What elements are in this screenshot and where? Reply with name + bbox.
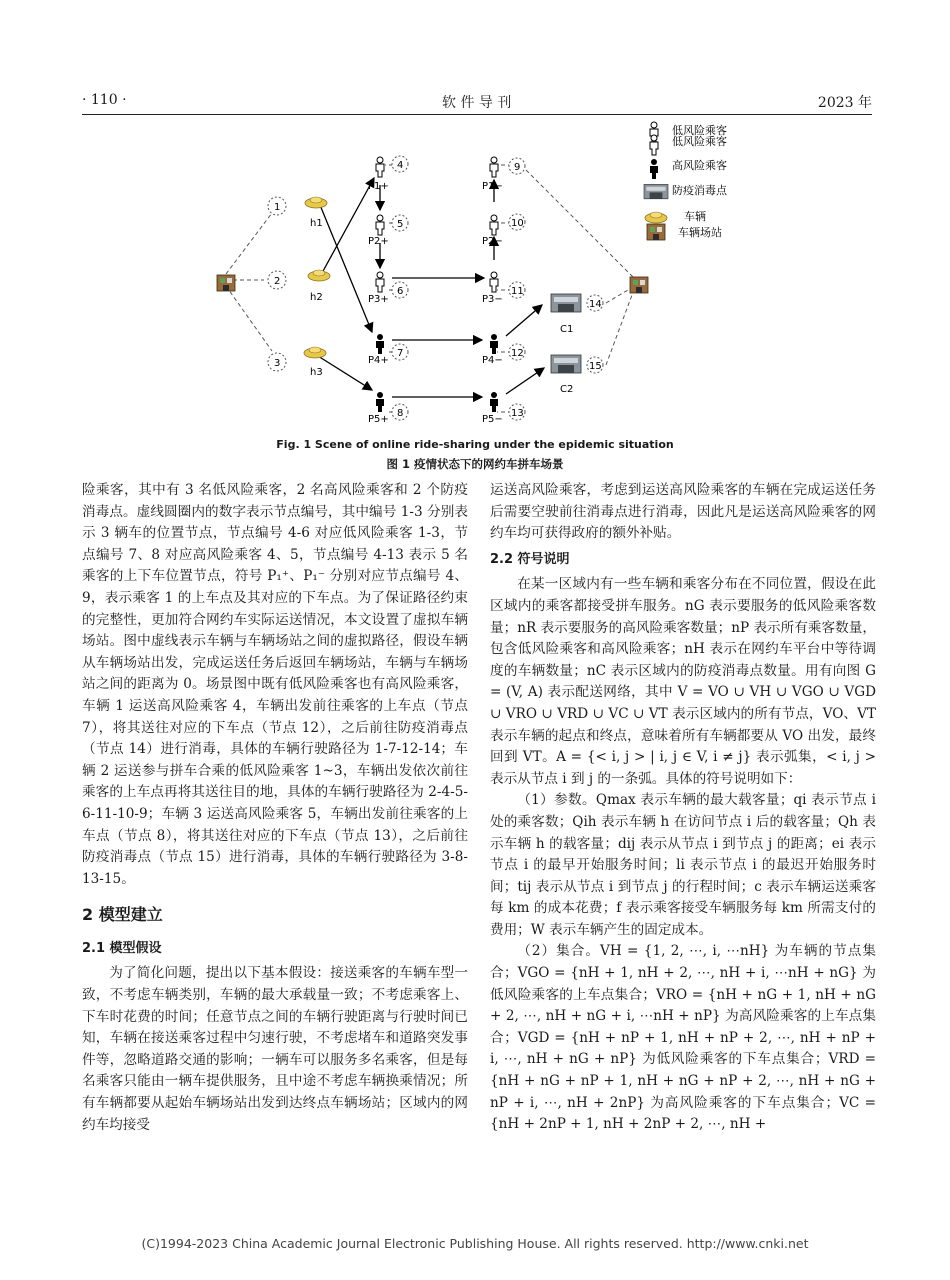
node-2-label: 2 — [274, 276, 281, 287]
legend-high-risk-icon — [650, 159, 658, 179]
node-13-label: 13 — [511, 408, 524, 419]
section-2-heading: 2 模型建立 — [82, 905, 163, 925]
vehicle-h2-label: h2 — [310, 292, 323, 303]
site-c1-label: C1 — [560, 324, 574, 335]
legend-low-risk-text: 低风险乘客 — [672, 135, 727, 148]
figure-caption-en: Fig. 1 Scene of online ride-sharing under the epidemic situation — [276, 438, 674, 451]
legend-panel — [644, 122, 784, 232]
node-11-label: 11 — [511, 286, 524, 297]
node-9-label: 9 — [514, 162, 521, 173]
label-p1-plus: P1+ — [368, 181, 389, 192]
legend-high-risk-text: 高风险乘客 — [672, 159, 727, 172]
node-number-circles — [392, 156, 603, 420]
right-paragraph-4: （2）集合。VH = {1, 2, ⋯, i, ⋯nH} 为车辆的节点集合；VGO = {nH + 1, nH + 2, ⋯, nH + i, ⋯nH + nG} 为低风险乘客的上车点集合；VRO = {nH + nG + 1, nH + nG + 2, ⋯, nH + nG + i, ⋯nH + nP} 为高风险乘客的上车点集合；VGD = {nH + nP + 1, nH + nP + 2, ⋯, nH + nP + i, ⋯, nH + nG + nP} 为低风险乘客的下车点集合；VRD = {nH + nG + nP + 1, nH + nG + nP + 2, ⋯, nH + nG + nP + i, ⋯, nH + 2nP} 为高风险乘客的下车点集合；VC = {nH + 2nP + 1, nH + 2nP + 2, ⋯, nH + — [490, 943, 876, 1133]
node-12-label: 12 — [511, 348, 524, 359]
journal-name: 软 件 导 刊 — [442, 95, 512, 111]
passenger-p1-pickup-icon — [376, 157, 384, 177]
left-paragraph-1: 险乘客，其中有 3 名低风险乘客，2 名高风险乘客和 2 个防疫消毒点。虚线圆圈内的数字表示节点编号，其中编号 1-3 分别表示 3 辆车的位置节点，节点编号 4-6 对应低风险乘客 1-3，节点编号 7、8 对应高风险乘客 4、5，节点编号 4-13 表示 5 名乘客的上下车位置节点，符号 P₁⁺、P₁⁻ 分别对应节点编号 4、9，表示乘客 1 的上车点及其对应的下车点。为了保证路径约束的完整性，更加符合网约车实际运送情况，本文设置了虚拟车辆场站。图中虚线表示车辆与车辆场站之间的虚拟路径，假设车辆从车辆场站出发，完成运送任务后返回车辆场站，车辆与车辆场站之间的距离为 0。场景图中既有低风险乘客也有高风险乘客，车辆 1 运送高风险乘客 4，车辆出发前往乘客的上车点（节点 7），将其送往对应的下车点（节点 12），之后前往防疫消毒点（节点 14）进行消毒，具体的车辆行驶路径为 1-7-12-14；车辆 2 运送参与拼车合乘的低风险乘客 1~3，车辆出发依次前往乘客的上车点再将其送往目的地，具体的车辆行驶路径为 2-4-5-6-11-10-9；车辆 3 运送高风险乘客 5，车辆出发前往乘客的上车点（节点 8），将其送往对应的下车点（节点 13），之后前往防疫消毒点（节点 15）进行消毒，具体的车辆行驶路径为 3-8-13-15。 — [82, 482, 468, 887]
page-header — [82, 90, 872, 115]
journal-year: 2023 年 — [817, 95, 872, 111]
site-c2-label: C2 — [560, 384, 574, 395]
label-p4-minus: P4− — [482, 355, 503, 366]
node-15-label: 15 — [589, 361, 602, 372]
passenger-p4-dropoff-icon — [490, 334, 498, 354]
right-paragraph-2: 在某一区域内有一些车辆和乘客分布在不同位置，假设在此区域内的乘客都接受拼车服务。nG 表示要服务的低风险乘客数量；nR 表示要服务的高风险乘客数量；nP 表示所有乘客数量，包含低风险乘客和高风险乘客；nH 表示在网约车平台中等待调度的车辆数量；nC 表示区域内的防疫消毒点数量。用有向图 G = (V, A) 表示配送网络，其中 V = VO ∪ VH ∪ VGO ∪ VGD ∪ VRO ∪ VRD ∪ VC ∪ VT 表示区域内的所有节点，VO、VT 表示车辆的起点和终点，意味着所有车辆都要从 VO 出发，最终回到 VT。A = {< i, j > | i, j ∈ V, i ≠ j} 表示弧集，< i, j > 表示从节点 i 到 j 的一条弧。具体的符号说明如下： — [490, 576, 876, 787]
passenger-labels — [368, 181, 503, 425]
vehicle-position-nodes — [268, 197, 286, 371]
node-number-labels — [397, 160, 602, 419]
label-p3-plus: P3+ — [368, 294, 389, 305]
left-paragraph-2: 为了简化问题，提出以下基本假设：接送乘客的车辆车型一致，不考虑车辆类别，车辆的最大承载量一致；不考虑乘客上、下车时花费的时间；任意节点之间的车辆行驶距离与行驶时间已知，车辆在接送乘客过程中匀速行驶，不考虑堵车和道路突发事件等，忽略道路交通的影响；一辆车可以服务多名乘客，但是每名乘客只能由一辆车提供服务，且中途不考虑车辆换乘情况；所有车辆都要从起始车辆场站出发到达终点车辆场站；区域内的网约车均接受 — [82, 965, 468, 1133]
copyright-footer: (C)1994-2023 China Academic Journal Electronic Publishing House. All rights reserved. http://www.cnki.net — [141, 1236, 809, 1251]
left-column — [82, 480, 468, 1136]
passenger-p5-dropoff-icon — [490, 392, 498, 412]
label-p1-minus: P1− — [482, 181, 503, 192]
node-8-label: 8 — [397, 408, 404, 419]
right-paragraph-1: 运送高风险乘客，考虑到运送高风险乘客的车辆在完成运送任务后需要空驶前往消毒点进行消毒，因此凡是运送高风险乘客的网约车均可获得政府的额外补贴。 — [490, 482, 876, 542]
label-p4-plus: P4+ — [368, 355, 389, 366]
vehicle-h3-label: h3 — [310, 367, 323, 378]
vehicle-h2-icon — [308, 270, 330, 281]
node-10-label: 10 — [511, 218, 524, 229]
passenger-p2-pickup-icon — [376, 215, 384, 235]
legend-vehicle-text: 车辆 — [684, 210, 706, 223]
node-1-label: 1 — [274, 202, 281, 213]
label-p3-minus: P3− — [482, 294, 503, 305]
virtual-paths — [226, 165, 634, 412]
figure-caption-zh: 图 1 疫情状态下的网约车拼车场景 — [386, 457, 564, 471]
section-2-2-heading: 2.2 符号说明 — [490, 551, 570, 567]
start-depot-icon — [217, 275, 235, 291]
vehicle-h3-icon — [304, 347, 326, 358]
passenger-p5-pickup-icon — [376, 392, 384, 412]
node-6-label: 6 — [397, 286, 404, 297]
vehicle-h1-label: h1 — [310, 218, 323, 229]
legend-panel-depot — [644, 220, 784, 250]
legend-low-risk: 低风险乘客 — [672, 124, 727, 137]
passenger-p3-dropoff-icon — [490, 272, 498, 292]
passenger-p2-dropoff-icon — [490, 215, 498, 235]
passenger-p1-dropoff-icon — [490, 157, 498, 177]
passenger-p4-pickup-icon — [376, 334, 384, 354]
label-p2-plus: P2+ — [368, 236, 389, 247]
disinfection-site-c2-icon — [551, 355, 581, 373]
legend-depot-text: 车辆场站 — [678, 226, 722, 239]
legend-disinfect-text: 防疫消毒点 — [672, 184, 727, 197]
node-3-label: 3 — [274, 358, 281, 369]
right-paragraph-3: （1）参数。Qmax 表示车辆的最大载客量；qi 表示节点 i 处的乘客数；Qih 表示车辆 h 在访问节点 i 后的载客量；Qh 表示车辆 h 的载客量；dij 表示从节点 i 到节点 j 的距离；ei 表示节点 i 的最早开始服务时间；li 表示节点 i 的最迟开始服务时间；tij 表示从节点 i 到节点 j 的行程时间；c 表示车辆运送乘客每 km 的成本花费；f 表示乘客接受车辆服务每 km 所需支付的费用；W 表示车辆产生的固定成本。 — [490, 792, 876, 938]
node-4-label: 4 — [397, 160, 404, 171]
legend-disinfect-icon — [644, 184, 668, 198]
figure-1 — [82, 124, 872, 440]
section-2-1-heading: 2.1 模型假设 — [82, 940, 162, 956]
right-column — [490, 480, 876, 1136]
disinfection-site-c1-icon — [551, 294, 581, 312]
passenger-p3-pickup-icon — [376, 272, 384, 292]
end-depot-icon — [630, 277, 648, 293]
node-5-label: 5 — [397, 219, 404, 230]
page-number: · 110 · — [82, 92, 127, 108]
label-p5-minus: P5− — [482, 414, 503, 425]
node-7-label: 7 — [397, 348, 404, 359]
vehicle-h1-icon — [305, 197, 327, 208]
label-p5-plus: P5+ — [368, 414, 389, 425]
label-p2-minus: P2− — [482, 236, 503, 247]
legend-depot-icon — [647, 224, 665, 240]
legend-low-risk-icon-2 — [650, 135, 658, 155]
node-14-label: 14 — [589, 299, 602, 310]
